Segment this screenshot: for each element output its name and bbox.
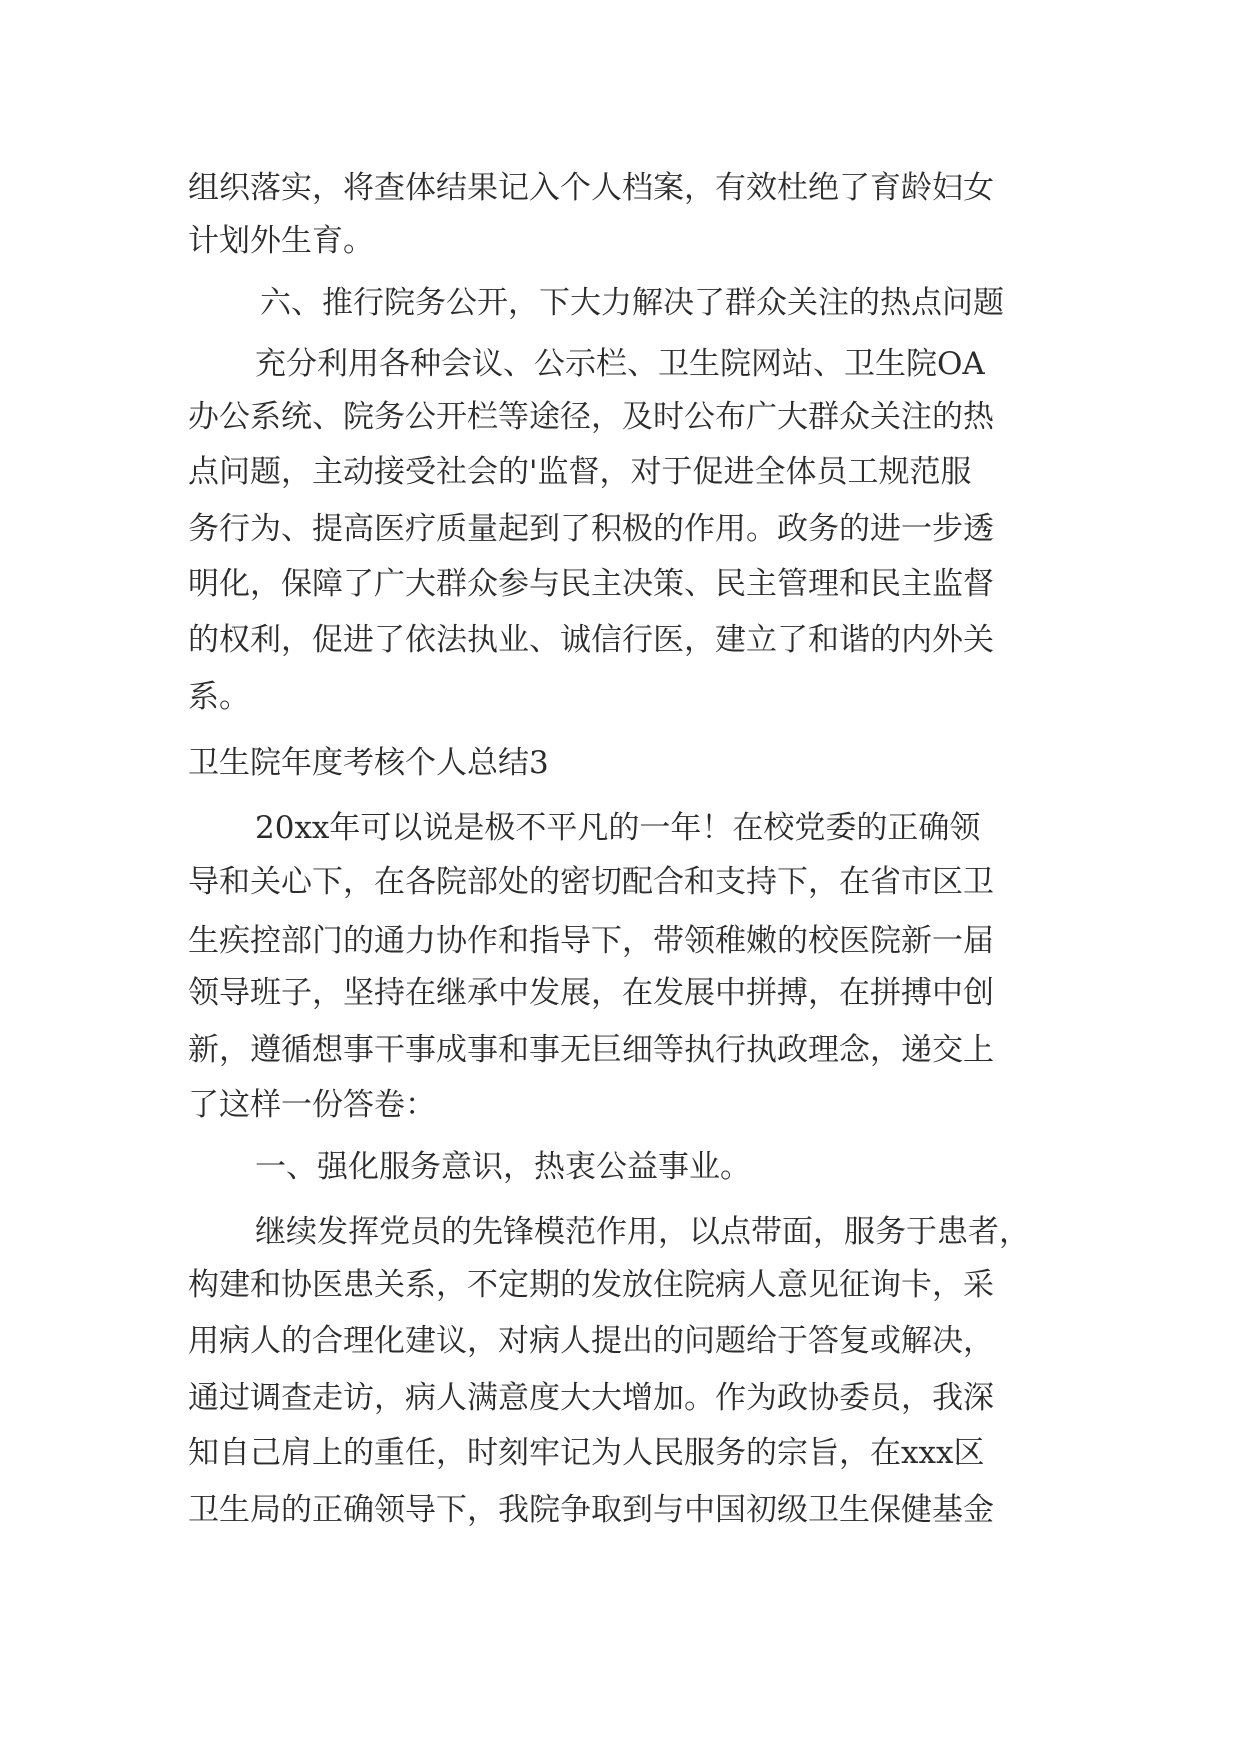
text-line: 20xx年可以说是极不平凡的一年！在校党委的正确领 [255, 810, 981, 846]
text-line: 了这样一份答卷： [188, 1087, 436, 1123]
text-line: 系。 [188, 679, 250, 715]
text-line: 点问题，主动接受社会的'监督，对于促进全体员工规范服 [188, 454, 972, 490]
text-line: 务行为、提高医疗质量起到了积极的作用。政务的进一步透 [188, 511, 994, 547]
document-title: 卫生院年度考核个人总结3 [188, 745, 549, 781]
text-line: 的权利，促进了依法执业、诚信行医，建立了和谐的内外关 [188, 622, 994, 658]
section-heading: 一、强化服务意识，热衷公益事业。 [255, 1149, 751, 1185]
text-line: 办公系统、院务公开栏等途径，及时公布广大群众关注的热 [188, 399, 994, 435]
text-line: 继续发挥党员的先锋模范作用，以点带面，服务于患者， [255, 1214, 1030, 1250]
text-line: 领导班子，坚持在继承中发展，在发展中拼搏，在拼搏中创 [188, 975, 994, 1011]
text-line: 计划外生育。 [188, 223, 374, 259]
text-line: 用病人的合理化建议，对病人提出的问题给于答复或解决， [188, 1323, 994, 1359]
text-line: 组织落实，将查体结果记入个人档案，有效杜绝了育龄妇女 [188, 170, 994, 206]
section-heading: 六、推行院务公开，下大力解决了群众关注的热点问题 [260, 285, 1004, 321]
text-line: 知自己肩上的重任，时刻牢记为人民服务的宗旨，在xxx区 [188, 1435, 985, 1471]
text-line: 卫生局的正确领导下，我院争取到与中国初级卫生保健基金 [188, 1492, 994, 1528]
text-line: 充分利用各种会议、公示栏、卫生院网站、卫生院OA [255, 346, 985, 382]
text-line: 构建和协医患关系，不定期的发放住院病人意见征询卡，采 [188, 1267, 994, 1303]
text-line: 通过调查走访，病人满意度大大增加。作为政协委员，我深 [188, 1380, 994, 1416]
text-line: 明化，保障了广大群众参与民主决策、民主管理和民主监督 [188, 566, 994, 602]
text-line: 导和关心下，在各院部处的密切配合和支持下，在省市区卫 [188, 864, 994, 900]
text-line: 生疾控部门的通力协作和指导下，带领稚嫩的校医院新一届 [188, 923, 994, 959]
text-line: 新，遵循想事干事成事和事无巨细等执行执政理念，递交上 [188, 1032, 994, 1068]
